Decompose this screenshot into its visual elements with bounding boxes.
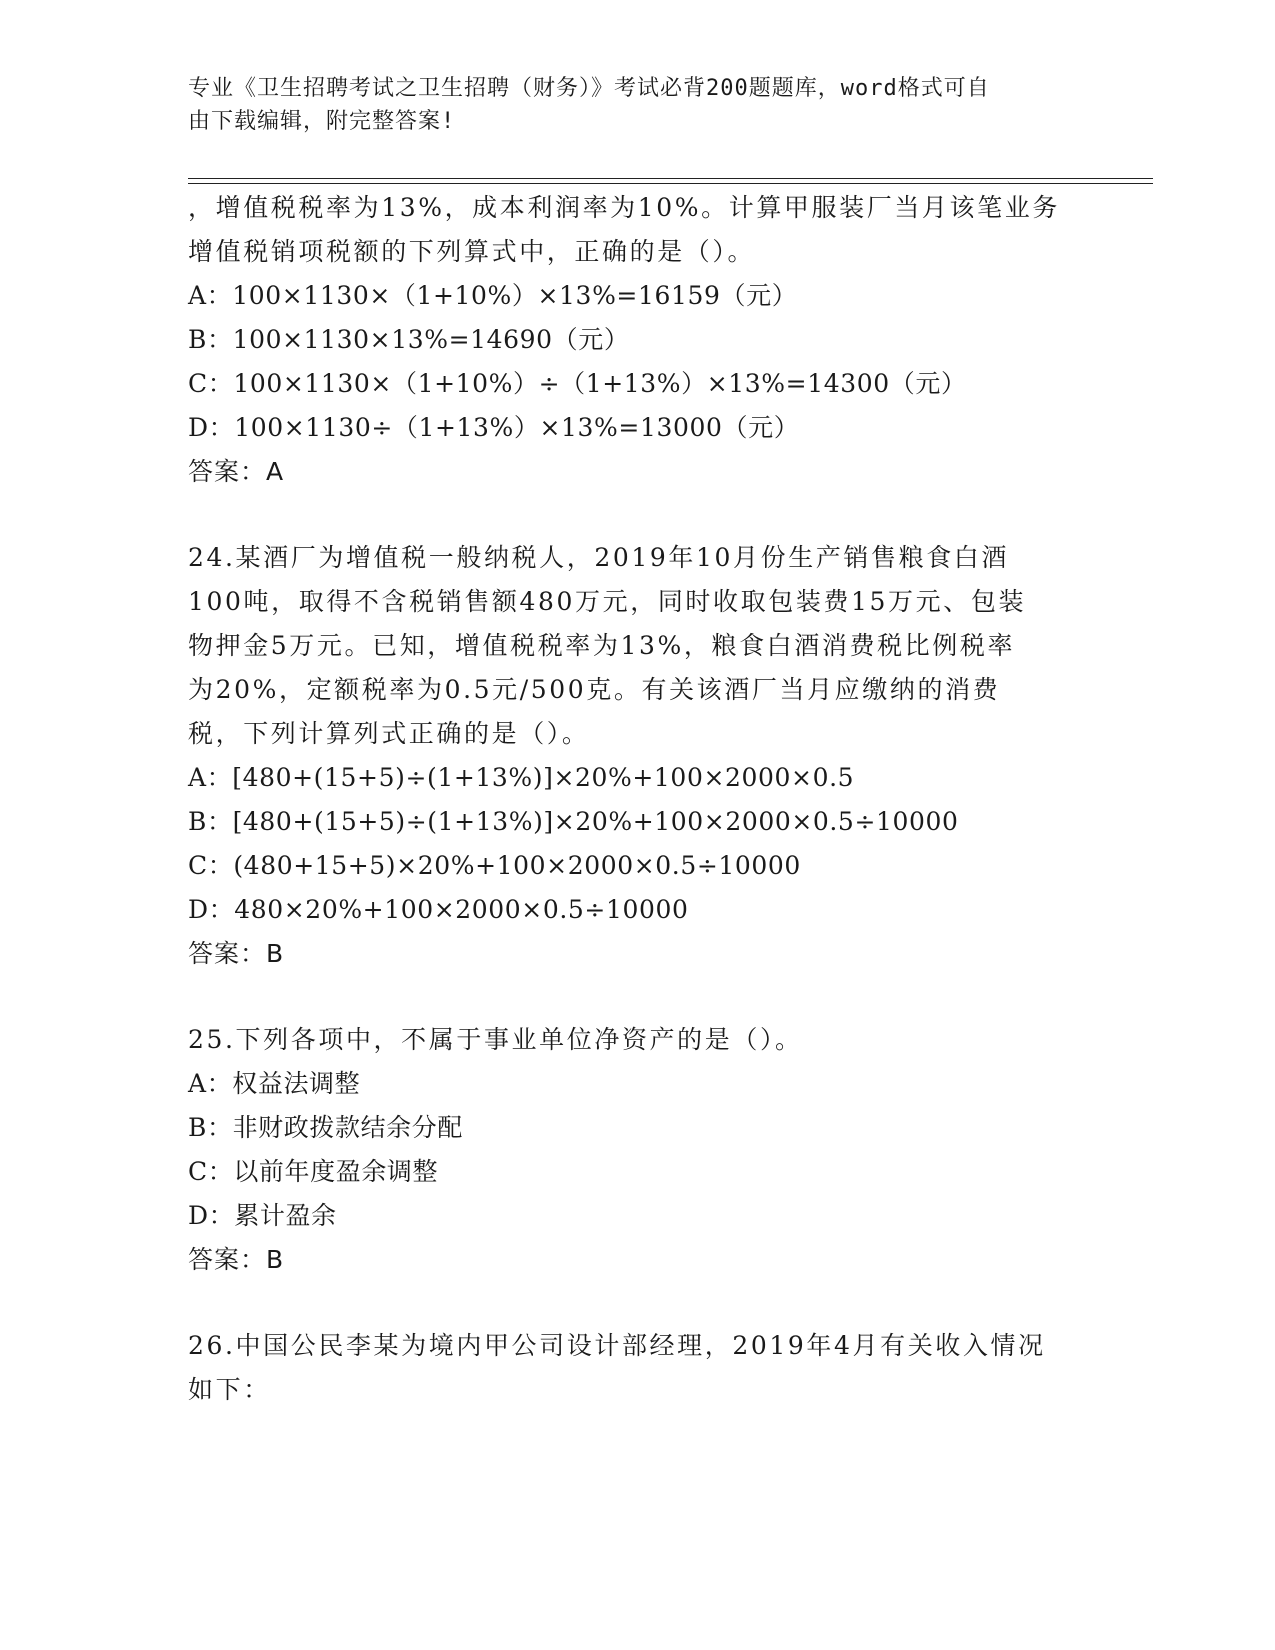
q23-stem-line-1: ，增值税税率为13%，成本利润率为10%。计算甲服装厂当月该笔业务 — [188, 193, 1060, 222]
document-header — [188, 72, 1068, 138]
q24-option-b: B：[480+(15+5)÷(1+13%)]×20%+100×2000×0.5÷10000 — [188, 807, 959, 836]
q24-option-a: A：[480+(15+5)÷(1+13%)]×20%+100×2000×0.5 — [188, 763, 855, 792]
q23-option-a: A：100×1130×（1+10%）×13%=16159（元） — [188, 281, 798, 310]
header-line-2: 由下载编辑，附完整答案! — [188, 109, 456, 134]
q26-stem-line-2: 如下： — [188, 1375, 271, 1404]
header-line-1: 专业《卫生招聘考试之卫生招聘（财务）》考试必背200题题库，word格式可自 — [188, 76, 990, 101]
q24-stem-line-5: 税，下列计算列式正确的是（）。 — [188, 719, 590, 748]
q23-option-d: D：100×1130÷（1+13%）×13%=13000（元） — [188, 413, 800, 442]
q23-option-b: B：100×1130×13%=14690（元） — [188, 325, 630, 354]
q25-answer: 答案：B — [188, 1245, 285, 1274]
q23-option-c: C：100×1130×（1+10%）÷（1+13%）×13%=14300（元） — [188, 369, 967, 398]
header-divider-bottom — [188, 183, 1153, 184]
q24-answer: 答案：B — [188, 939, 285, 968]
q25-option-d: D：累计盈余 — [188, 1201, 337, 1230]
q23-stem-line-2: 增值税销项税额的下列算式中，正确的是（）。 — [188, 237, 756, 266]
q25-option-a: A：权益法调整 — [188, 1069, 361, 1098]
q24-stem-line-4: 为20%，定额税率为0.5元/500克。有关该酒厂当月应缴纳的消费 — [188, 675, 1001, 704]
q24-option-c: C：(480+15+5)×20%+100×2000×0.5÷10000 — [188, 851, 801, 880]
q25-stem-line-1: 25.下列各项中，不属于事业单位净资产的是（）。 — [188, 1025, 803, 1054]
q24-stem-line-1: 24.某酒厂为增值税一般纳税人，2019年10月份生产销售粮食白酒 — [188, 543, 1009, 572]
q25-option-b: B：非财政拨款结余分配 — [188, 1113, 463, 1142]
q23-answer: 答案：A — [188, 457, 285, 486]
q24-option-d: D：480×20%+100×2000×0.5÷10000 — [188, 895, 689, 924]
header-divider-top — [188, 178, 1153, 179]
q26-stem-line-1: 26.中国公民李某为境内甲公司设计部经理，2019年4月有关收入情况 — [188, 1331, 1046, 1360]
q24-stem-line-2: 100吨，取得不含税销售额480万元，同时收取包装费15万元、包装 — [188, 587, 1027, 616]
q24-stem-line-3: 物押金5万元。已知，增值税税率为13%，粮食白酒消费税比例税率 — [188, 631, 1016, 660]
q25-option-c: C：以前年度盈余调整 — [188, 1157, 439, 1186]
